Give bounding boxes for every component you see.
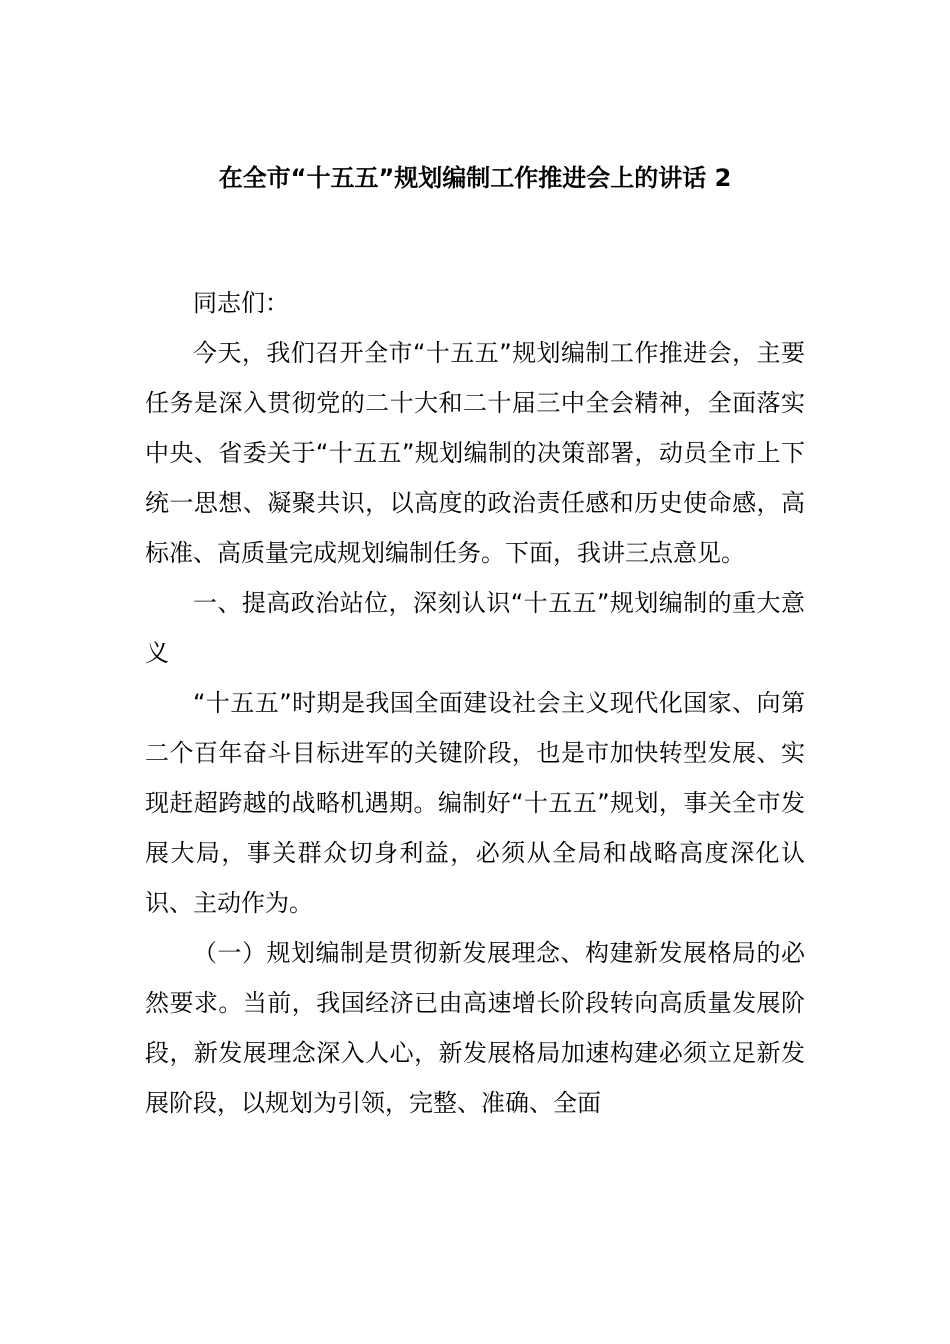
body-paragraph: “十五五”时期是我国全面建设社会主义现代化国家、向第二个百年奋斗目标进军的关键阶段，也是市加快转型发展、实现赶超跨越的战略机遇期。编制好“十五五”规划，事关全市发展大局，事关群众切身利益，必须从全局和战略高度深化认识、主动作为。 <box>145 689 805 917</box>
document-title: 在全市“十五五”规划编制工作推进会上的讲话 2 <box>218 164 732 192</box>
subsection-paragraph-1: （一）规划编制是贯彻新发展理念、构建新发展格局的必然要求。当前，我国经济已由高速增长阶段转向高质量发展阶段，新发展理念深入人心，新发展格局加速构建必须立足新发展阶段，以规划为引领，完整、准确、全面 <box>145 939 805 1117</box>
document-body <box>145 278 805 1128</box>
opening-paragraph: 今天，我们召开全市“十五五”规划编制工作推进会，主要任务是深入贯彻党的二十大和二十届三中全会精神，全面落实中央、省委关于“十五五”规划编制的决策部署，动员全市上下统一思想、凝聚共识，以高度的政治责任感和历史使命感，高标准、高质量完成规划编制任务。下面，我讲三点意见。 <box>145 339 805 567</box>
section-heading-1: 一、提高政治站位，深刻认识“十五五”规划编制的重大意义 <box>145 589 805 667</box>
salutation-paragraph: 同志们： <box>193 289 289 317</box>
